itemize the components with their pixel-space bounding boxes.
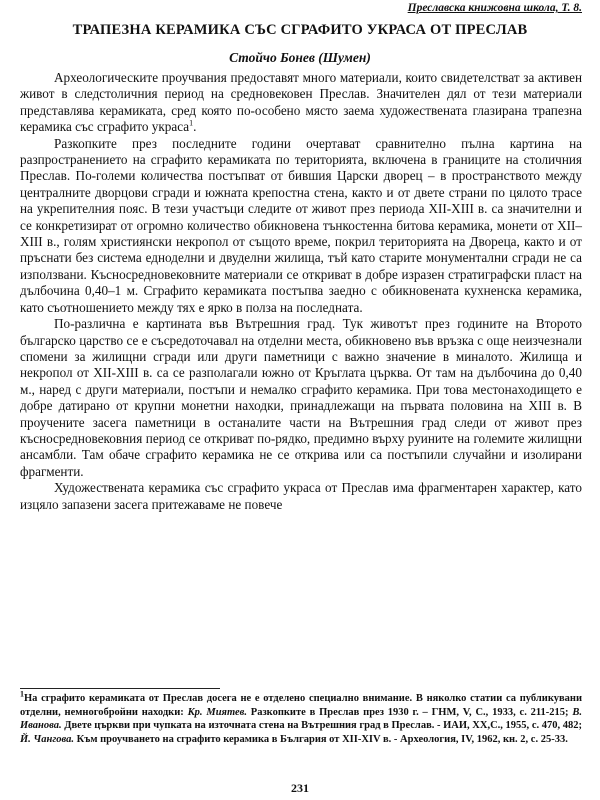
footnote-ref: 1 xyxy=(189,118,194,128)
article-author: Стойчо Бонев (Шумен) xyxy=(229,50,371,65)
footnote-text: На сграфито керамиката от Преслав досега не е отделено специално внимание. В няколко статии са публикувани отделни, немногобройни находки: xyxy=(20,693,582,718)
page-number: 231 xyxy=(291,781,309,795)
footnote-text: Към проучването на сграфито керамика в България от XII-XIV в. - Археология, IV, 1962, кн. 2, с. 25-33. xyxy=(73,733,568,745)
paragraph: Разкопките през последните години очертават сравнително пълна картина на разпространението на сграфито керамиката по територията, включена в границите на столичния Преслав. По-големи количества постъпват от бившия Царски дворец – в пространството между централните дворцови сгради и южната крепостна стена, както и от двете страни по цялото трасе на укрепителния пояс. В тези участъци следите от живот през периода XII-XIII в. са значителни и се конкретизират от огромно количество обикновена тънкостенна битова керамика, монети от XII–XIII в., голям християнски некропол от същото време, покрил територията на Двореца, както и от пръснати без система едноделни и двуделни жилища, тъй като старите монументални сгради не са използвани. Къснoсредновековните материали се откриват в добре изразен стратиграфски пласт на дълбочина 0,40–1 м. Сграфито керамиката постъпва заедно с обикновената кухненска керамика, като съотношението между тях е ярко в полза на последната. xyxy=(20,135,582,315)
footnote-marker: 1 xyxy=(20,689,24,699)
footnote-author: Й. Чангова. xyxy=(20,733,74,745)
paragraph: Археологическите проучвания предоставят много материали, които свидетелстват за активен живот в следстоличния период на средновековен Преслав. Значителен дял от тези материали представлява керамиката, сред която по-особено място заема художествената глазирана трапезна керамика със сграфито украса$^1$. xyxy=(20,70,582,135)
footnote-author: В. Иванова. xyxy=(20,706,582,731)
footnote-text: Двете църкви при чупката на източната стена на Вътрешния град в Преслав. - ИАИ, XX,С., 1955, с. 470, 482; xyxy=(61,720,582,731)
footnote-text: Разкопките в Преслав през 1930 г. – ГНМ, V, С., 1933, с. 211-215; xyxy=(246,706,573,718)
article-body xyxy=(20,70,582,513)
footnote-author: Кр. Миятев. xyxy=(187,706,247,718)
paragraph-text: Археологическите проучвания предоставят много материали, които свидетелстват за активен живот в следстоличния период на средновековен Преслав. Значителен дял от тези материали представлява керамиката, сред която по-особено място заема художествената глазирана трапезна керамика със сграфито украса xyxy=(20,70,582,135)
footnote-divider xyxy=(20,688,220,689)
running-head: Преславска книжовна школа, Т. 8. xyxy=(407,2,582,14)
paragraph: Художествената керамика със сграфито украса от Преслав има фрагментарен характер, като изцяло запазени засега притежаваме не повече xyxy=(20,480,582,512)
article-title: ТРАПЕЗНА КЕРАМИКА СЪС СГРАФИТО УКРАСА ОТ ПРЕСЛАВ xyxy=(72,22,528,38)
paragraph: По-различна е картината във Вътрешния град. Тук животът през годините на Второто българско царство се е съсредоточавал на отделни места, обикновено във връзка с още неизчезнали спомени за жилищни сгради или други паметници с важно значение в миналото. Жилища и некропол от XII-XIII в. са се разполагали южно от Кръглата църква. От там на дълбочина до 0,40 м., наред с други материали, постъпи и немалко сграфито керамика. При това местонаходището е добре датирано от крупни монетни находки, принадлежащи на първата половина на XIII в. В проучените засега паметници в останалите части на Вътрешния град следи от живот през късносредновековния период се откриват по-рядко, предимно върху руините на големите жилищни ансамбли. Там обаче сграфито керамика не се открива или са постъпили случайни и изолирани фрагменти. xyxy=(20,316,582,479)
footnote xyxy=(20,689,582,746)
